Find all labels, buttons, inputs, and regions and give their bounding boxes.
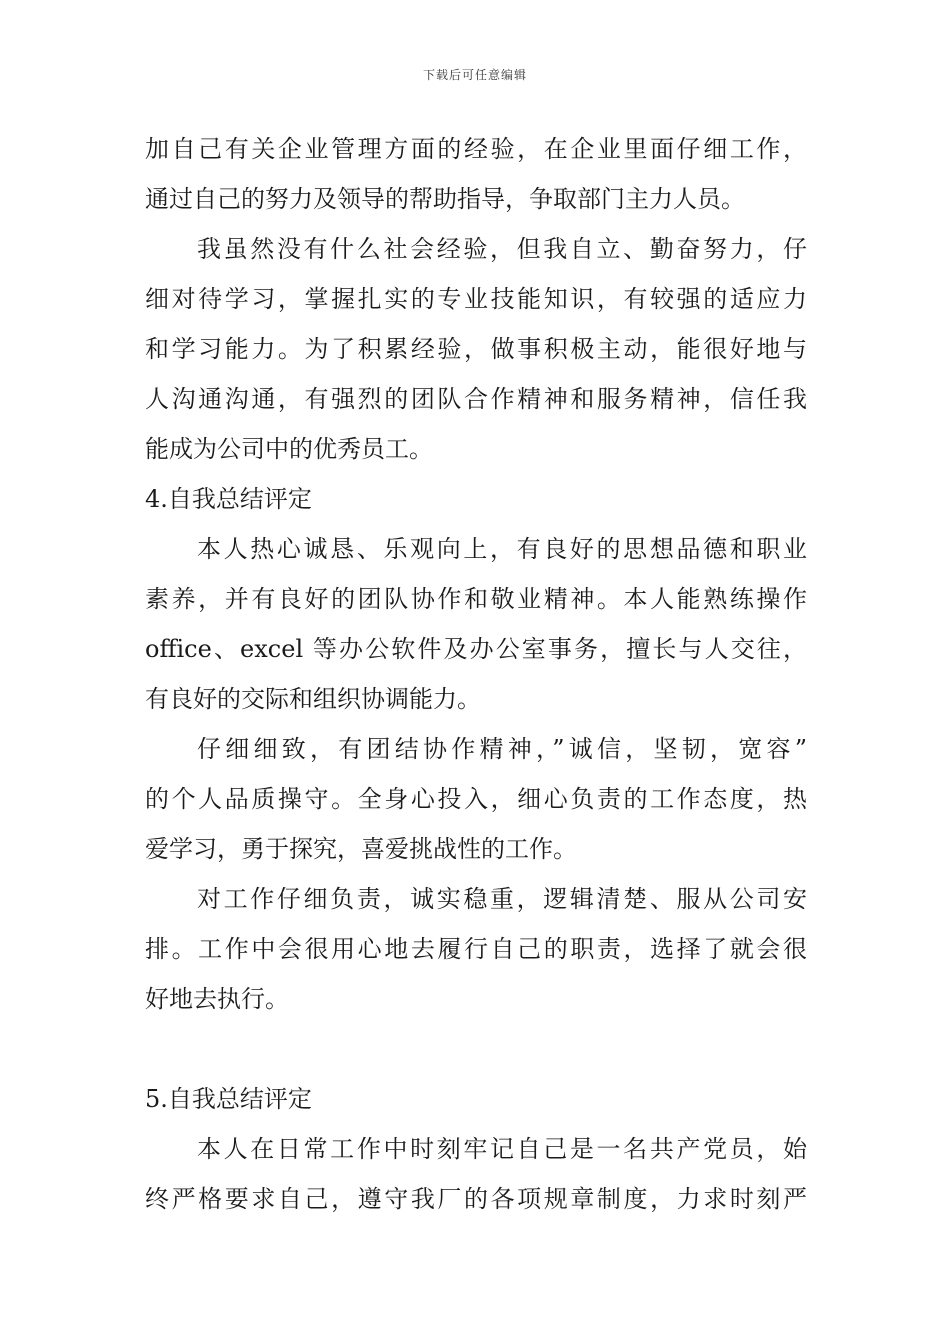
text-line: 能成为公司中的优秀员工。 — [145, 435, 433, 463]
text-line: 排。工作中会很用心地去履行自己的职责，选择了就会很 — [145, 935, 807, 963]
paragraph-5 — [145, 874, 807, 1024]
text-line: 本人在日常工作中时刻牢记自己是一名共产党员，始 — [197, 1135, 807, 1163]
document-body — [145, 124, 807, 1224]
text-line: 对工作仔细负责，诚实稳重，逻辑清楚、服从公司安 — [197, 885, 807, 913]
paragraph-6 — [145, 1124, 807, 1224]
text-line: 本人热心诚恳、乐观向上，有良好的思想品德和职业 — [197, 535, 807, 563]
text-line: 加自己有关企业管理方面的经验，在企业里面仔细工作， — [145, 135, 807, 163]
text-line: 我虽然没有什么社会经验，但我自立、勤奋努力，仔 — [197, 235, 807, 263]
paragraph-1 — [145, 124, 807, 224]
text-line: office、excel 等办公软件及办公室事务，擅长与人交往， — [145, 635, 807, 663]
text-line: 素养，并有良好的团队协作和敬业精神。本人能熟练操作 — [145, 585, 807, 613]
text-line: 细对待学习，掌握扎实的专业技能知识，有较强的适应力 — [145, 285, 807, 313]
paragraph-3 — [145, 524, 807, 724]
text-line: 通过自己的努力及领导的帮助指导，争取部门主力人员。 — [145, 185, 745, 213]
text-line: 终严格要求自己，遵守我厂的各项规章制度，力求时刻严 — [145, 1185, 807, 1213]
section-heading-5: 5.自我总结评定 — [145, 1085, 312, 1113]
section-heading-4: 4.自我总结评定 — [145, 485, 312, 513]
blank-line — [145, 1024, 807, 1074]
text-line: 有良好的交际和组织协调能力。 — [145, 685, 481, 713]
paragraph-2 — [145, 224, 807, 474]
text-line: 好地去执行。 — [145, 985, 289, 1013]
text-line: 人沟通沟通，有强烈的团队合作精神和服务精神，信任我 — [145, 385, 807, 413]
text-line: 仔细细致，有团结协作精神，”诚信，坚韧，宽容” — [197, 735, 807, 763]
text-line: 爱学习，勇于探究，喜爱挑战性的工作。 — [145, 835, 577, 863]
paragraph-4 — [145, 724, 807, 874]
text-line: 的个人品质操守。全身心投入，细心负责的工作态度，热 — [145, 785, 807, 813]
page-header-note: 下载后可任意编辑 — [422, 68, 527, 82]
text-line: 和学习能力。为了积累经验，做事积极主动，能很好地与 — [145, 335, 807, 363]
